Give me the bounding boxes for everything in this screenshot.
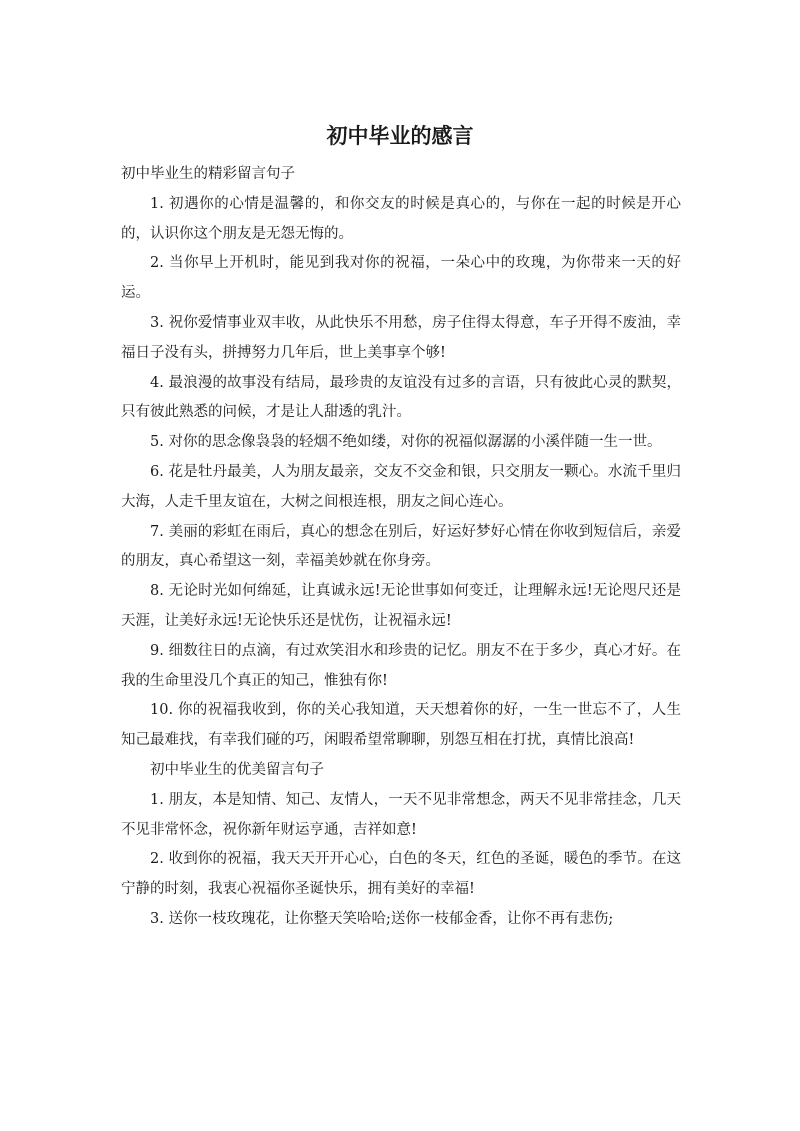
list-item: 1. 朋友，本是知情、知己、友情人，一天不见非常想念，两天不见非常挂念，几天不见非常怀念，祝你新年财运亨通，吉祥如意! <box>121 791 681 838</box>
list-item: 4. 最浪漫的故事没有结局，最珍贵的友谊没有过多的言语，只有彼此心灵的默契，只有彼此熟悉的问候，才是让人甜透的乳汁。 <box>121 374 681 421</box>
list-item: 7. 美丽的彩虹在雨后，真心的想念在别后，好运好梦好心情在你收到短信后，亲爱的朋友，真心希望这一刻，幸福美妙就在你身旁。 <box>121 523 681 570</box>
list-item: 2. 收到你的祝福，我天天开开心心，白色的冬天，红色的圣诞，暖色的季节。在这宁静的时刻，我衷心祝福你圣诞快乐，拥有美好的幸福! <box>121 851 681 898</box>
section-heading: 初中毕业生的精彩留言句子 <box>121 166 295 182</box>
list-item: 8. 无论时光如何绵延，让真诚永远!无论世事如何变迁，让理解永远!无论咫尺还是天涯，让美好永远!无论快乐还是忧伤，让祝福永远! <box>121 583 681 629</box>
section-heading: 初中毕业生的优美留言句子 <box>150 761 324 778</box>
list-item: 9. 细数往日的点滴，有过欢笑泪水和珍贵的记忆。朋友不在于多少，真心才好。在我的生命里没几个真正的知己，惟独有你! <box>121 642 681 689</box>
document-title: 初中毕业的感言 <box>326 124 474 148</box>
list-item: 3. 送你一枝玫瑰花，让你整天笑哈哈;送你一枝郁金香，让你不再有悲伤; <box>150 910 614 927</box>
list-item: 10. 你的祝福我收到，你的关心我知道，天天想着你的好，一生一世忘不了，人生知己最难找，有幸我们碰的巧，闲暇希望常聊聊，别怨互相在打扰，真情比浪高! <box>121 702 681 749</box>
list-item: 1. 初遇你的心情是温馨的，和你交友的时候是真心的，与你在一起的时候是开心的，认识你这个朋友是无怨无悔的。 <box>121 195 681 242</box>
list-item: 3. 祝你爱情事业双丰收，从此快乐不用愁，房子住得太得意，车子开得不废油，幸福日子没有头，拼搏努力几年后，世上美事享个够! <box>121 314 681 361</box>
list-item: 2. 当你早上开机时，能见到我对你的祝福，一朵心中的玫瑰，为你带来一天的好运。 <box>121 255 681 302</box>
document-body <box>121 160 681 935</box>
list-item: 5. 对你的思念像袅袅的轻烟不绝如缕，对你的祝福似潺潺的小溪伴随一生一世。 <box>150 434 662 451</box>
list-item: 6. 花是牡丹最美，人为朋友最亲，交友不交金和银，只交朋友一颗心。水流千里归大海，人走千里友谊在，大树之间根连根，朋友之间心连心。 <box>121 463 681 510</box>
